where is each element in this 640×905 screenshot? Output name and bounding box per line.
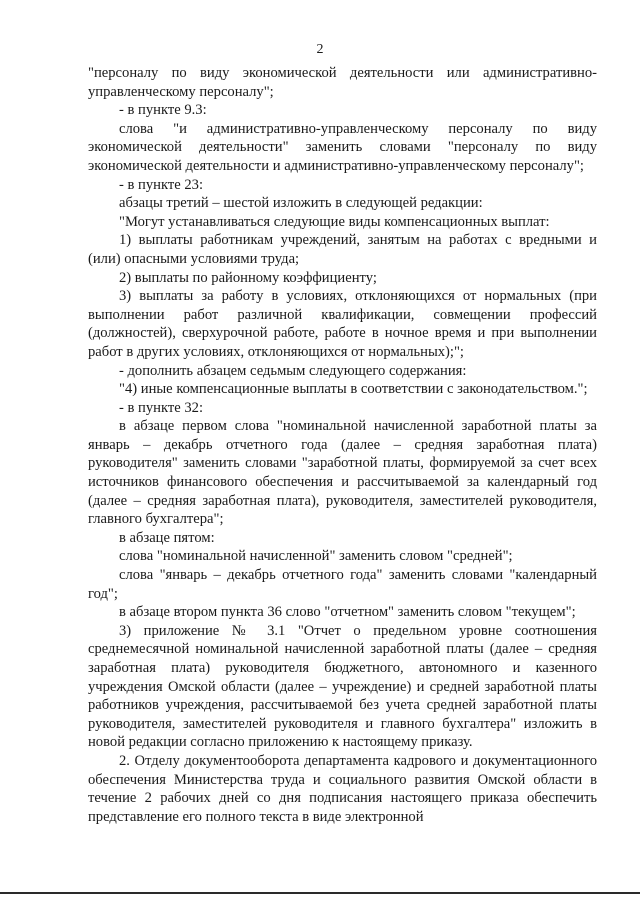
paragraph-item-32: - в пункте 32:: [119, 399, 204, 416]
paragraph-appendix-3-1: 3) приложение № 3.1 "Отчет о предельном уровне соотношения среднемесячной номинальной начисленной заработной платы (далее – средняя заработная плата) руководителя бюджетного, автономного и казенного учреждения Омской области (далее – учреждение) и средней заработной платы работников учреждения, рассчитываемой без учета средней заработной платы руководителя, заместителей руководителя и главного бухгалтера" изложить в новой редакции согласно приложению к настоящему приказу.: [88, 622, 597, 751]
paragraph-words-nominal: слова "номинальной начисленной" заменить словом "средней";: [119, 548, 513, 565]
list-item-3: 3) выплаты за работу в условиях, отклоняющихся от нормальных (при выполнении работ различной квалификации, совмещении профессий (должностей), сверхурочной работе, работе в ночное время и при выполнении работ в других условиях, отклоняющихся от нормальных);";: [88, 288, 597, 360]
paragraph-words-replace: слова "и административно-управленческому персоналу по виду экономической деятельности" заменить словами "персоналу по виду экономической деятельности и административно-управленческому персоналу";: [88, 120, 597, 174]
paragraph-section-2: 2. Отделу документооборота департамента кадрового и документационного обеспечения Министерства труда и социального развития Омской области в течение 2 рабочих дней со дня подписания настоящего приказа обеспечить представление его полного текста в виде электронной: [88, 752, 597, 825]
paragraph-words-january: слова "январь – декабрь отчетного года" заменить словами "календарный год";: [88, 567, 597, 602]
bottom-border-line: [0, 892, 640, 894]
paragraph-item-9-3: - в пункте 9.3:: [119, 102, 207, 119]
paragraph-item-36: в абзаце втором пункта 36 слово "отчетном" заменить словом "текущем";: [119, 604, 576, 621]
paragraph-abzacy: абзацы третий – шестой изложить в следующей редакции:: [119, 195, 483, 212]
page-number: 2: [316, 42, 324, 57]
paragraph-personnel-continuation: "персоналу по виду экономической деятельности или административно-управленческому персоналу";: [88, 65, 597, 100]
list-item-2: 2) выплаты по районному коэффициенту;: [119, 269, 377, 286]
paragraph-first-abzac: в абзаце первом слова "номинальной начисленной заработной платы за январь – декабрь отчетного года (далее – средняя заработная плата) руководителя" заменить словами "заработной платы, формируемой за счет всех источников финансового обеспечения и рассчитываемой за календарный год (далее – средняя заработная плата), руководителя, заместителей руководителя, главного бухгалтера";: [88, 418, 597, 528]
list-item-4: "4) иные компенсационные выплаты в соответствии с законодательством.";: [119, 381, 588, 398]
document-body: [88, 64, 597, 826]
paragraph-fifth-abzac: в абзаце пятом:: [119, 529, 215, 546]
paragraph-add-seventh: - дополнить абзацем седьмым следующего содержания:: [119, 362, 467, 379]
paragraph-item-23: - в пункте 23:: [119, 176, 204, 193]
list-item-1: 1) выплаты работникам учреждений, занятым на работах с вредными и (или) опасными условиями труда;: [88, 232, 597, 267]
paragraph-kinds-of-payments: "Могут устанавливаться следующие виды компенсационных выплат:: [119, 213, 550, 230]
